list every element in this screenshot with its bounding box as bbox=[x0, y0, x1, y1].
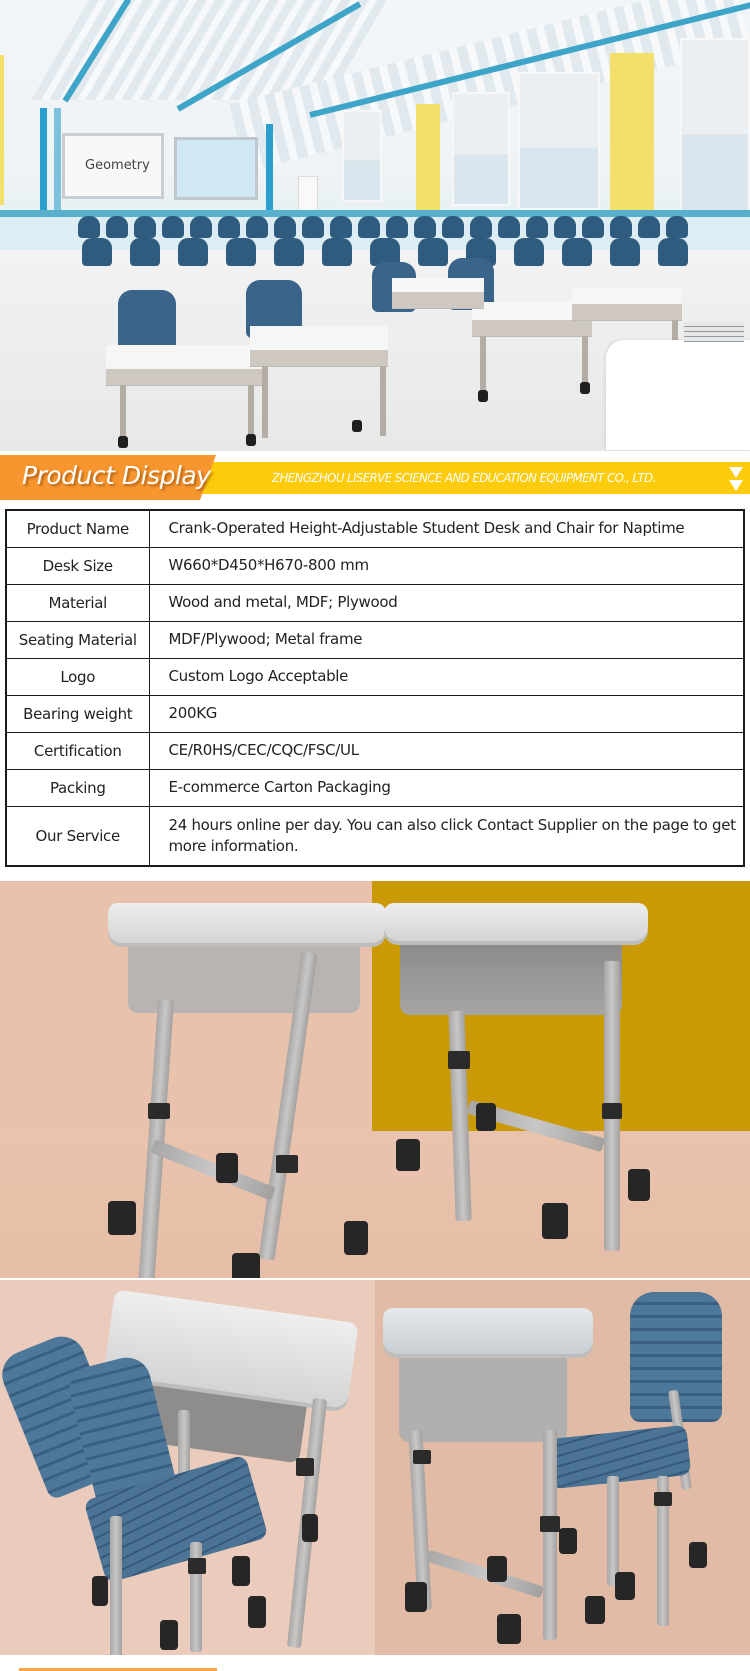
table-row bbox=[6, 732, 744, 769]
desk-leg bbox=[380, 366, 386, 436]
chair bbox=[118, 290, 176, 352]
foot-cap bbox=[108, 1201, 136, 1235]
whiteboard-text: Geometry bbox=[85, 158, 150, 173]
height-lock bbox=[188, 1558, 206, 1574]
desk-leg bbox=[262, 366, 268, 438]
foot-cap bbox=[396, 1139, 420, 1171]
spec-value: Custom Logo Acceptable bbox=[149, 658, 744, 695]
spec-label: Packing bbox=[6, 769, 149, 806]
product-display-banner bbox=[0, 455, 750, 501]
spec-label: Material bbox=[6, 584, 149, 621]
section-title: Product Display bbox=[22, 461, 211, 490]
height-lock bbox=[148, 1103, 170, 1119]
desk-foot bbox=[478, 390, 488, 402]
table-row bbox=[6, 621, 744, 658]
table-row bbox=[6, 547, 744, 584]
spec-label: Seating Material bbox=[6, 621, 149, 658]
spec-label: Product Name bbox=[6, 510, 149, 547]
foot-cap bbox=[615, 1572, 635, 1600]
spec-label: Bearing weight bbox=[6, 695, 149, 732]
wall-stripe bbox=[54, 108, 61, 210]
foot-cap bbox=[160, 1620, 178, 1650]
notice-board bbox=[174, 137, 258, 200]
table-row bbox=[6, 806, 744, 866]
table-row bbox=[6, 695, 744, 732]
height-lock bbox=[654, 1492, 672, 1506]
classroom-hero-image bbox=[0, 0, 750, 451]
student-desk bbox=[392, 278, 484, 308]
spec-label: Our Service bbox=[6, 806, 149, 866]
foot-cap bbox=[344, 1221, 368, 1255]
spec-label: Certification bbox=[6, 732, 149, 769]
height-lock bbox=[448, 1051, 470, 1069]
books bbox=[684, 322, 744, 342]
wall-stripe bbox=[40, 108, 47, 210]
desk-leg bbox=[543, 1430, 557, 1640]
spec-value: 200KG bbox=[149, 695, 744, 732]
desk-drawer bbox=[399, 1346, 567, 1442]
foot-cap bbox=[232, 1253, 260, 1278]
desk-top bbox=[108, 903, 386, 943]
spec-value: 24 hours online per day. You can also click Contact Supplier on the page to get more information. bbox=[149, 806, 744, 866]
foot-cap bbox=[497, 1614, 521, 1644]
foot-cap bbox=[232, 1556, 250, 1586]
table-row bbox=[6, 510, 744, 547]
height-lock bbox=[602, 1103, 622, 1119]
spec-value: E-commerce Carton Packaging bbox=[149, 769, 744, 806]
foot-cap bbox=[487, 1556, 507, 1582]
height-lock bbox=[413, 1450, 431, 1464]
product-photo-desk-chair-side bbox=[375, 1280, 750, 1655]
window bbox=[452, 92, 510, 206]
table-row bbox=[6, 658, 744, 695]
window bbox=[342, 110, 382, 202]
chair-leg bbox=[607, 1476, 619, 1586]
foot-cap bbox=[248, 1596, 266, 1628]
product-photo-desk-chair-top bbox=[0, 1280, 375, 1655]
teacher-desk bbox=[606, 340, 750, 450]
window bbox=[680, 38, 750, 214]
foot-cap bbox=[476, 1103, 496, 1131]
product-photo-two-desks bbox=[0, 881, 750, 1278]
air-conditioner bbox=[298, 176, 318, 212]
double-chevron-down-icon bbox=[729, 467, 743, 493]
foot-cap bbox=[216, 1153, 238, 1183]
table-row bbox=[6, 584, 744, 621]
desk-storage-open bbox=[400, 935, 622, 1015]
spec-value: Crank-Operated Height-Adjustable Student Desk and Chair for Naptime bbox=[149, 510, 744, 547]
spec-label: Desk Size bbox=[6, 547, 149, 584]
desk-top bbox=[383, 1308, 593, 1354]
chair-seat bbox=[547, 1425, 691, 1489]
yellow-pillar bbox=[0, 55, 4, 205]
foot-cap bbox=[405, 1582, 427, 1612]
foot-cap bbox=[92, 1576, 108, 1606]
desk-leg bbox=[480, 336, 486, 396]
desk-foot bbox=[580, 382, 590, 394]
foot-cap bbox=[689, 1542, 707, 1568]
foot-cap bbox=[628, 1169, 650, 1201]
foot-cap bbox=[302, 1514, 318, 1542]
desk-foot bbox=[352, 420, 362, 432]
table-row bbox=[6, 769, 744, 806]
foot-cap bbox=[542, 1203, 568, 1239]
desk-foot bbox=[118, 436, 128, 448]
spec-value: CE/R0HS/CEC/CQC/FSC/UL bbox=[149, 732, 744, 769]
desk-top bbox=[384, 903, 648, 941]
spec-value: Wood and metal, MDF; Plywood bbox=[149, 584, 744, 621]
window bbox=[518, 72, 600, 210]
desk-foot bbox=[246, 434, 256, 446]
chair-leg bbox=[110, 1516, 122, 1655]
student-desk bbox=[250, 326, 388, 366]
height-lock bbox=[276, 1155, 298, 1173]
wall-stripe bbox=[266, 124, 273, 210]
company-name: ZHENGZHOU LISERVE SCIENCE AND EDUCATION EQUIPMENT CO., LTD. bbox=[272, 470, 656, 485]
height-lock bbox=[540, 1516, 560, 1532]
height-lock bbox=[296, 1458, 314, 1476]
back-chair-row bbox=[78, 216, 688, 238]
yellow-pillar bbox=[416, 104, 440, 210]
student-desk bbox=[106, 345, 262, 385]
foot-cap bbox=[559, 1528, 577, 1554]
desk-crossbar bbox=[426, 1550, 544, 1598]
foot-cap bbox=[585, 1596, 605, 1624]
student-desk bbox=[572, 288, 682, 320]
desk-leg bbox=[120, 385, 126, 443]
spec-label: Logo bbox=[6, 658, 149, 695]
product-spec-table bbox=[5, 509, 745, 867]
spec-value: MDF/Plywood; Metal frame bbox=[149, 621, 744, 658]
spec-value: W660*D450*H670-800 mm bbox=[149, 547, 744, 584]
yellow-pillar bbox=[610, 53, 654, 215]
